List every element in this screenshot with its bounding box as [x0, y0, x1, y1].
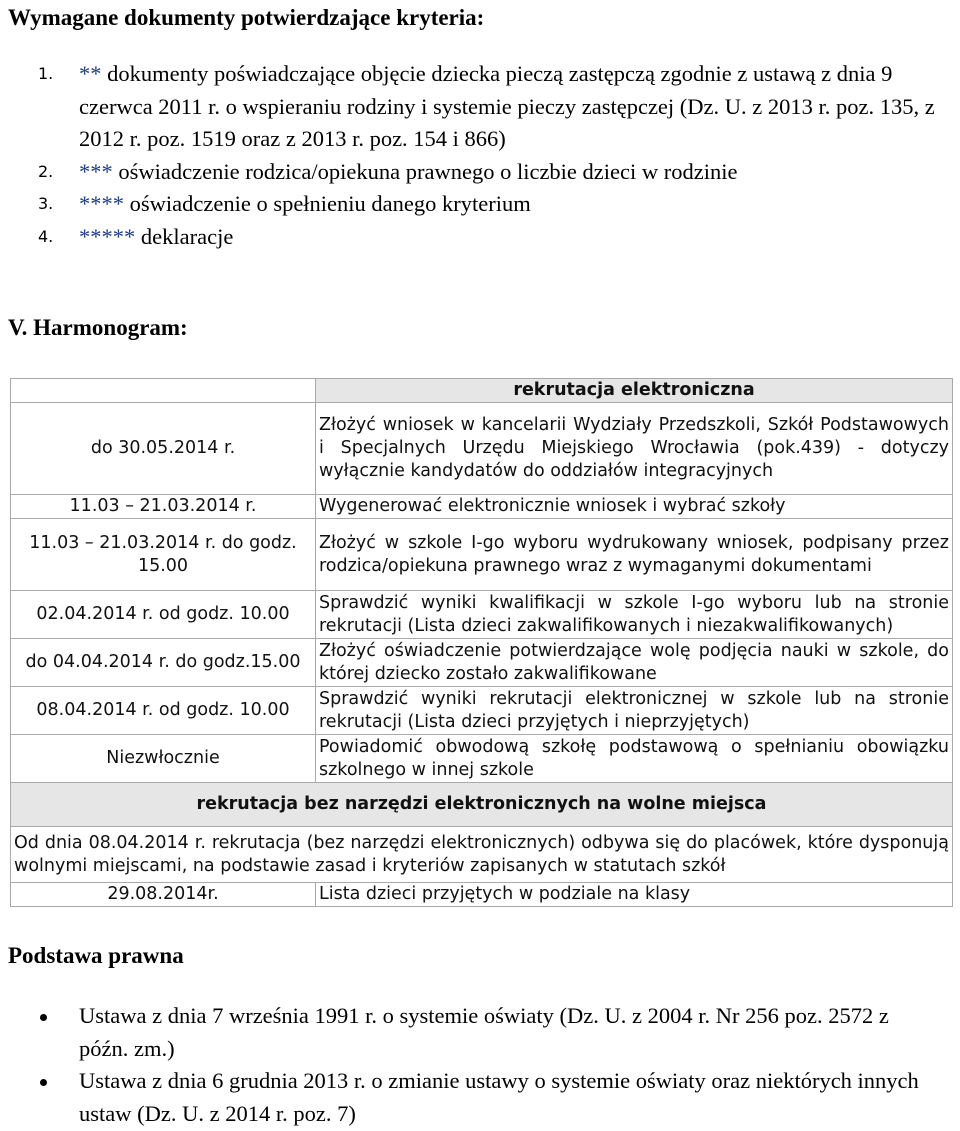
bullet-icon — [40, 1079, 47, 1086]
criteria-heading: Wymagane dokumenty potwierdzające kryteria: — [8, 5, 485, 30]
asterisk-marker: **** — [79, 191, 124, 216]
list-text: oświadczenie o spełnieniu danego kryterium — [129, 191, 531, 216]
list-item — [38, 58, 948, 156]
list-item — [38, 188, 948, 221]
date-cell: 11.03 – 21.03.2014 r. do godz. 15.00 — [11, 519, 316, 591]
bullet-icon — [40, 1014, 47, 1021]
section2-note: Od dnia 08.04.2014 r. rekrutacja (bez narzędzi elektronicznych) odbywa się do placówek, które dysponują wolnymi miejscami, na podstawie zasad i kryteriów zapisanych w statutach szkół — [11, 827, 953, 883]
section2-title: rekrutacja bez narzędzi elektronicznych na wolne miejsca — [11, 783, 953, 827]
list-text: Ustawa z dnia 7 września 1991 r. o systemie oświaty (Dz. U. z 2004 r. Nr 256 poz. 2572 z późn. zm.) — [79, 1003, 889, 1061]
section-header-row — [11, 379, 953, 403]
date-cell: 02.04.2014 r. od godz. 10.00 — [11, 591, 316, 639]
list-item — [38, 1000, 938, 1065]
table-row — [11, 687, 953, 735]
action-cell: Sprawdzić wyniki rekrutacji elektronicznej w szkole lub na stronie rekrutacji (Lista dzieci przyjętych i nieprzyjętych) — [316, 687, 953, 735]
legal-list — [38, 1000, 938, 1130]
date-cell: 08.04.2014 r. od godz. 10.00 — [11, 687, 316, 735]
list-number: 2. — [38, 161, 54, 181]
schedule-table — [10, 378, 953, 907]
list-text: dokumenty poświadczające objęcie dziecka pieczą zastępczą zgodnie z ustawą z dnia 9 czerwca 2011 r. o wspieraniu rodziny i systemie pieczy zastępczej (Dz. U. z 2013 r. poz. 135, z 2012 r. poz. 1519 oraz z 2013 r. poz. 154 i 866) — [79, 61, 935, 151]
date-cell: do 30.05.2014 r. — [11, 403, 316, 495]
list-text: Ustawa z dnia 6 grudnia 2013 r. o zmianie ustawy o systemie oświaty oraz niektórych innych ustaw (Dz. U. z 2014 r. poz. 7) — [79, 1068, 919, 1126]
table-row — [11, 495, 953, 519]
table-row — [11, 591, 953, 639]
list-item — [38, 156, 948, 189]
section-header-row — [11, 783, 953, 827]
criteria-list — [38, 58, 948, 253]
action-cell: Złożyć oświadczenie potwierdzające wolę podjęcia nauki w szkole, do której dziecko zostało zakwalifikowane — [316, 639, 953, 687]
asterisk-marker: *** — [79, 158, 113, 184]
section1-title: rekrutacja elektroniczna — [316, 379, 953, 403]
list-text: deklaracje — [140, 223, 234, 249]
list-item — [38, 221, 948, 254]
date-cell: 29.08.2014r. — [11, 883, 316, 907]
schedule-heading: V. Harmonogram: — [8, 315, 188, 340]
note-row — [11, 827, 953, 883]
legal-heading: Podstawa prawna — [8, 943, 184, 968]
list-text: oświadczenie rodzica/opiekuna prawnego o liczbie dzieci w rodzinie — [118, 158, 738, 184]
action-cell: Wygenerować elektronicznie wniosek i wybrać szkoły — [316, 495, 953, 519]
list-item — [38, 1065, 938, 1130]
action-cell: Lista dzieci przyjętych w podziale na klasy — [316, 883, 953, 907]
asterisk-marker: ** — [79, 61, 102, 86]
list-number: 1. — [38, 64, 54, 83]
action-cell: Powiadomić obwodową szkołę podstawową o spełnianiu obowiązku szkolnego w innej szkole — [316, 735, 953, 783]
date-cell: do 04.04.2014 r. do godz.15.00 — [11, 639, 316, 687]
table-row — [11, 883, 953, 907]
schedule-table-wrapper — [10, 378, 952, 906]
list-number: 4. — [38, 226, 54, 246]
action-cell: Złożyć w szkole I-go wyboru wydrukowany wniosek, podpisany przez rodzica/opiekuna prawnego wraz z wymaganymi dokumentami — [316, 519, 953, 591]
table-row — [11, 735, 953, 783]
table-row — [11, 519, 953, 591]
table-row — [11, 403, 953, 495]
date-cell: 11.03 – 21.03.2014 r. — [11, 495, 316, 519]
asterisk-marker: ***** — [79, 223, 136, 249]
table-row — [11, 639, 953, 687]
action-cell: Złożyć wniosek w kancelarii Wydziały Przedszkoli, Szkół Podstawowych i Specjalnych Urzędu Miejskiego Wrocławia (pok.439) - dotyczy wyłącznie kandydatów do oddziałów integracyjnych — [316, 403, 953, 495]
empty-cell — [11, 379, 316, 403]
list-number: 3. — [38, 194, 54, 213]
date-cell: Niezwłocznie — [11, 735, 316, 783]
action-cell: Sprawdzić wyniki kwalifikacji w szkole I-go wyboru lub na stronie rekrutacji (Lista dzieci zakwalifikowanych i niezakwalifikowanych) — [316, 591, 953, 639]
